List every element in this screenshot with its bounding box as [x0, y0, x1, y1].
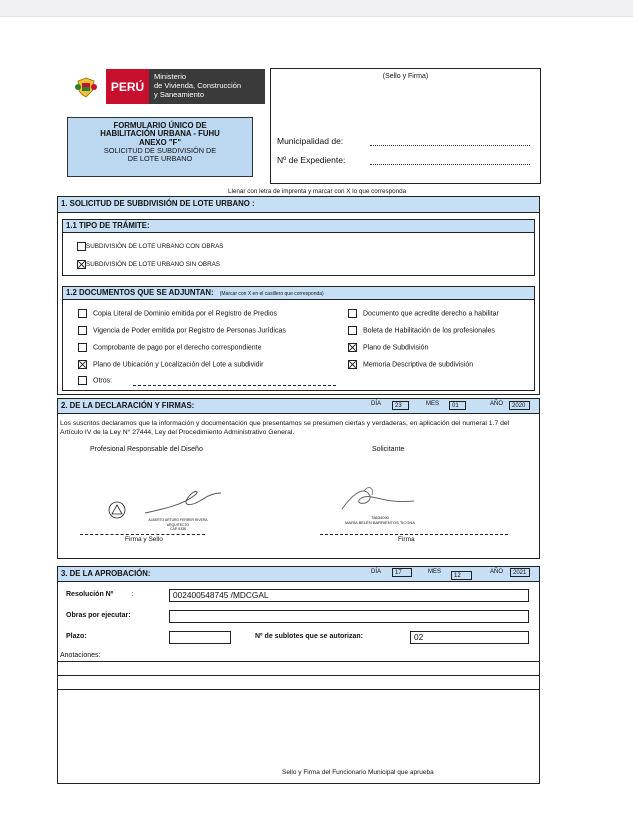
checkbox-memoria-descriptiva[interactable] [348, 360, 357, 369]
section-3 [57, 566, 540, 784]
option-con-obras[interactable]: SUBDIVISIÓN DE LOTE URBANO CON OBRAS [77, 242, 224, 251]
option-sin-obras[interactable]: SUBDIVISIÓN DE LOTE URBANO SIN OBRAS [77, 260, 220, 269]
checkbox-sin-obras[interactable] [77, 260, 86, 269]
professional-signature-line [80, 534, 205, 535]
checkbox-plano-ubicacion[interactable] [78, 360, 87, 369]
checkbox-derecho-habilitar[interactable] [348, 309, 357, 318]
section-1-title: 1. SOLICITUD DE SUBDIVISIÓN DE LOTE URBANO : [58, 197, 539, 213]
expediente-label: Nº de Expediente: [277, 155, 346, 165]
ministry-label: Ministerio de Vivienda, Construcción y Saneamiento [149, 69, 265, 104]
municipality-label: Municipalidad de: [277, 136, 344, 146]
section-2-title: 2. DE LA DECLARACIÓN Y FIRMAS: [61, 401, 195, 410]
municipality-field[interactable] [370, 145, 530, 146]
sublotes-label: Nº de sublotes que se autorizan: [255, 633, 363, 640]
applicant-stamp-text: 78634090 MARÍA BELÉN BARRIENTOS TICONA [345, 515, 415, 525]
otros-field[interactable] [133, 385, 336, 386]
architect-stamp-icon [108, 501, 126, 524]
doc-boleta-habilitacion[interactable]: Boleta de Habilitación de los profesionales [348, 326, 495, 335]
checkbox-boleta-habilitacion[interactable] [348, 326, 357, 335]
declaracion-ano[interactable]: 2020 [509, 401, 530, 410]
form-subtitle-2: DE LOTE URBANO [127, 154, 193, 164]
resolucion-label: Resolución Nº : [66, 591, 134, 598]
coat-of-arms-icon [66, 69, 106, 104]
doc-plano-subdivision[interactable]: Plano de Subdivisión [348, 343, 428, 352]
section-2 [57, 398, 540, 559]
anotaciones-label: Anotaciones: [60, 652, 101, 659]
tipo-tramite-box [62, 219, 535, 276]
doc-memoria-descriptiva[interactable]: Memoria Descriptiva de subdivisión [348, 360, 473, 369]
firma-sello-label: Firma y Sello [125, 536, 163, 543]
resolucion-field[interactable]: 002400548745 /MDCGAL [169, 589, 529, 602]
section-3-title: 3. DE LA APROBACIÓN: [61, 569, 151, 578]
form-title-3: ANEXO "F" [138, 137, 182, 147]
doc-vigencia-poder[interactable]: Vigencia de Poder emitida por Registro de Personas Jurídicas [78, 326, 286, 335]
solicitante-label: Solicitante [372, 446, 405, 453]
aprobacion-dia[interactable]: 17 [392, 568, 412, 577]
aprobacion-ano[interactable]: 2021 [510, 568, 530, 577]
checkbox-otros[interactable] [78, 376, 87, 385]
instructions-note: Llenar con letra de imprenta y marcar con X lo que corresponda [228, 188, 407, 195]
form-title-box [67, 117, 253, 177]
profesional-label: Profesional Responsable del Diseño [90, 446, 203, 453]
aprobacion-mes[interactable]: 12 [451, 571, 472, 580]
municipality-box [270, 68, 541, 184]
doc-comprobante-pago[interactable]: Comprobante de pago por el derecho correspondiente [78, 343, 262, 352]
expediente-field[interactable] [370, 164, 530, 165]
documentos-box [62, 286, 535, 391]
doc-copia-literal[interactable]: Copia Literal de Dominio emitida por el Registro de Predios [78, 309, 277, 318]
section-1 [57, 196, 540, 395]
form-title-1: FORMULARIO ÚNICO DE [113, 121, 207, 130]
checkbox-con-obras[interactable] [77, 242, 86, 251]
declaracion-dia[interactable]: 23 [392, 401, 409, 410]
section-3-header: 3. DE LA APROBACIÓN: DÍA 17 MES 12 AÑO 2021 [58, 567, 539, 582]
declaration-text: Los suscritos declaramos que la información y documentación que presentamos se presumen ciertas y verdaderas, en aplicación del numeral 1.7 del Artículo IV de la Ley N° 27444, Ley del Procedimiento Administrativo General. [60, 420, 510, 436]
doc-plano-ubicacion[interactable]: Plano de Ubicación y Localización del Lote a subdividir [78, 360, 263, 369]
obras-label: Obras por ejecutar: [66, 612, 131, 619]
declaracion-mes[interactable]: 01 [449, 401, 466, 410]
plazo-label: Plazo: [66, 633, 87, 640]
viewer-top-bar [0, 0, 633, 17]
peru-label: PERÚ [106, 69, 149, 104]
tipo-tramite-title: 1.1 TIPO DE TRÁMITE: [63, 220, 534, 233]
firma-label: Firma [398, 536, 415, 543]
section-2-header: 2. DE LA DECLARACIÓN Y FIRMAS: DÍA 23 MES 01 AÑO 2020 [58, 399, 539, 414]
professional-stamp-text: ALBERTO ARTURO FERRER RIVERA ARQUITECTO CAP. 8338 [148, 518, 208, 531]
approval-footer: Sello y Firma del Funcionario Municipal que aprueba [282, 769, 434, 776]
form-subtitle-1: SOLICITUD DE SUBDIVISIÓN DE [103, 145, 217, 155]
anotaciones-line-2 [58, 675, 539, 676]
anotaciones-line-1 [58, 661, 539, 662]
checkbox-comprobante-pago[interactable] [78, 343, 87, 352]
government-logo [66, 69, 265, 104]
doc-otros[interactable]: Otros: [78, 376, 112, 385]
checkbox-plano-subdivision[interactable] [348, 343, 357, 352]
seal-label: (Sello y Firma) [382, 73, 429, 80]
anotaciones-line-3 [58, 689, 539, 690]
documentos-title: 1.2 DOCUMENTOS QUE SE ADJUNTAN: (Marcar con X en el casillero que corresponda) [63, 287, 534, 300]
professional-signature-icon [143, 487, 223, 522]
checkbox-copia-literal[interactable] [78, 309, 87, 318]
sublotes-field[interactable]: 02 [410, 631, 529, 644]
form-title-2: HABILITACIÓN URBANA - FUHU [100, 129, 220, 139]
checkbox-vigencia-poder[interactable] [78, 326, 87, 335]
plazo-field[interactable] [169, 631, 231, 644]
applicant-signature-line [320, 534, 508, 535]
doc-derecho-habilitar[interactable]: Documento que acredite derecho a habilitar [348, 309, 499, 318]
obras-field[interactable] [169, 610, 529, 623]
